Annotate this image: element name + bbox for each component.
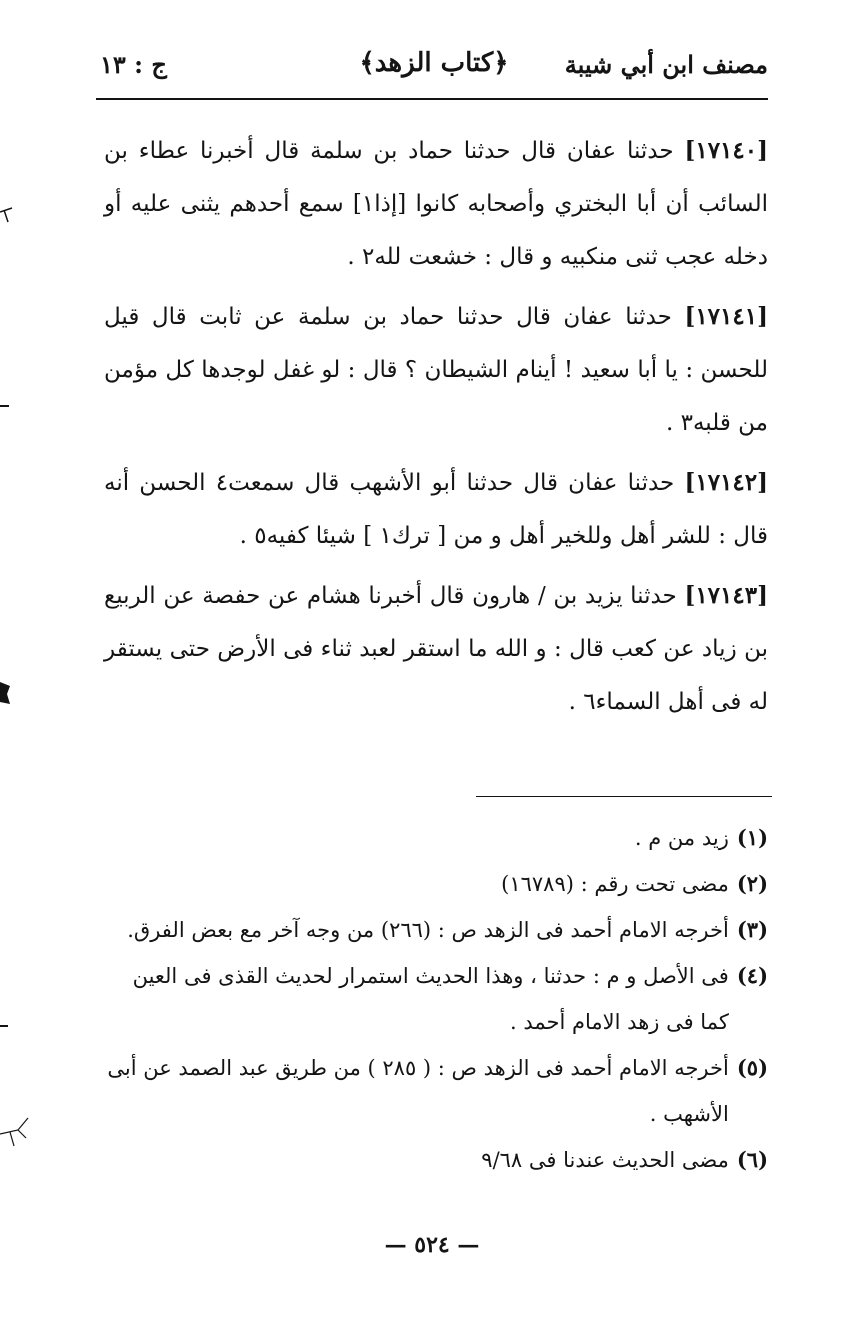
footnote-text: زيد من م .	[634, 826, 729, 850]
hadith-number: [١٧١٤١]	[684, 303, 768, 330]
footnote-text: أخرجه الامام أحمد فى الزهد ص : (٢٦٦) من وجه آخر مع بعض الفرق.	[127, 918, 729, 942]
footnote-mark: (٢)	[736, 871, 768, 896]
footnote-mark: (٤)	[736, 963, 768, 988]
footnote-mark: (٦)	[736, 1147, 768, 1172]
footnote-text: أخرجه الامام أحمد فى الزهد ص : ( ٢٨٥ ) من طريق عبد الصمد عن أبى الأشهب .	[107, 1056, 729, 1126]
hadith-number: [١٧١٤٠]	[684, 137, 769, 164]
footnote-mark: (٣)	[736, 917, 768, 942]
footnote-3	[104, 907, 768, 953]
hadith-body: حدثنا عفان قال حدثنا أبو الأشهب قال سمعت٤ الحسن أنه قال : للشر أهل وللخير أهل و من [ ترك١ ] شيئا كفيه٥ .	[104, 470, 768, 549]
hadith-body: حدثنا عفان قال حدثنا حماد بن سلمة قال أخبرنا عطاء بن السائب أن أبا البختري وأصحابه كانوا [إذا١] سمع أحدهم يثنى عليه أو دخله عجب ثنى منكبيه و قال : خشعت لله٢ .	[104, 138, 769, 270]
margin-tick-mark	[0, 200, 16, 224]
chapter-title: ﴿كتاب الزهد﴾	[359, 48, 509, 78]
hadith-17140	[104, 124, 768, 284]
footnote-text: مضى تحت رقم : (١٦٧٨٩)	[501, 872, 729, 896]
volume-number: ج : ١٣	[100, 50, 167, 79]
footnote-mark: (٥)	[736, 1055, 768, 1080]
footnote-5	[104, 1045, 768, 1137]
footnote-mark: (١)	[736, 825, 768, 850]
page-header	[100, 44, 768, 100]
footnote-separator	[476, 796, 772, 797]
footnote-4	[104, 953, 768, 1045]
footnote-6	[104, 1137, 768, 1183]
margin-blot-mark	[0, 676, 16, 708]
margin-tick-mark	[0, 1116, 30, 1148]
hadith-text-block	[104, 124, 768, 735]
hadith-number: [١٧١٤٣]	[684, 582, 768, 609]
hadith-body: حدثنا يزيد بن / هارون قال أخبرنا هشام عن حفصة عن الربيع بن زياد عن كعب قال : و الله ما استقر لعبد ثناء فى الأرض حتى يستقر له فى أهل السماء٦ .	[104, 583, 768, 715]
hadith-body: حدثنا عفان قال حدثنا حماد بن سلمة عن ثابت قال قيل للحسن : يا أبا سعيد ! أينام الشيطان ؟ قال : لو غفل لوجدها كل مؤمن من قلبه٣ .	[104, 304, 768, 436]
margin-dash-mark	[0, 400, 16, 412]
footnote-text: فى الأصل و م : حدثنا ، وهذا الحديث استمرار لحديث القذى فى العين كما فى زهد الامام أحمد .	[132, 964, 729, 1034]
margin-dash-mark	[0, 1020, 16, 1032]
page-number: — ٥٢٤ —	[384, 1232, 480, 1258]
book-title: مصنف ابن أبي شيبة	[564, 50, 768, 79]
hadith-17143	[104, 569, 768, 729]
footnotes	[104, 815, 768, 1183]
hadith-17141	[104, 290, 768, 450]
footnote-2	[104, 861, 768, 907]
hadith-17142	[104, 456, 768, 563]
footnote-1	[104, 815, 768, 861]
footnote-text: مضى الحديث عندنا فى ٩/٦٨	[481, 1148, 729, 1172]
hadith-number: [١٧١٤٢]	[684, 469, 769, 496]
header-rule	[96, 98, 768, 100]
